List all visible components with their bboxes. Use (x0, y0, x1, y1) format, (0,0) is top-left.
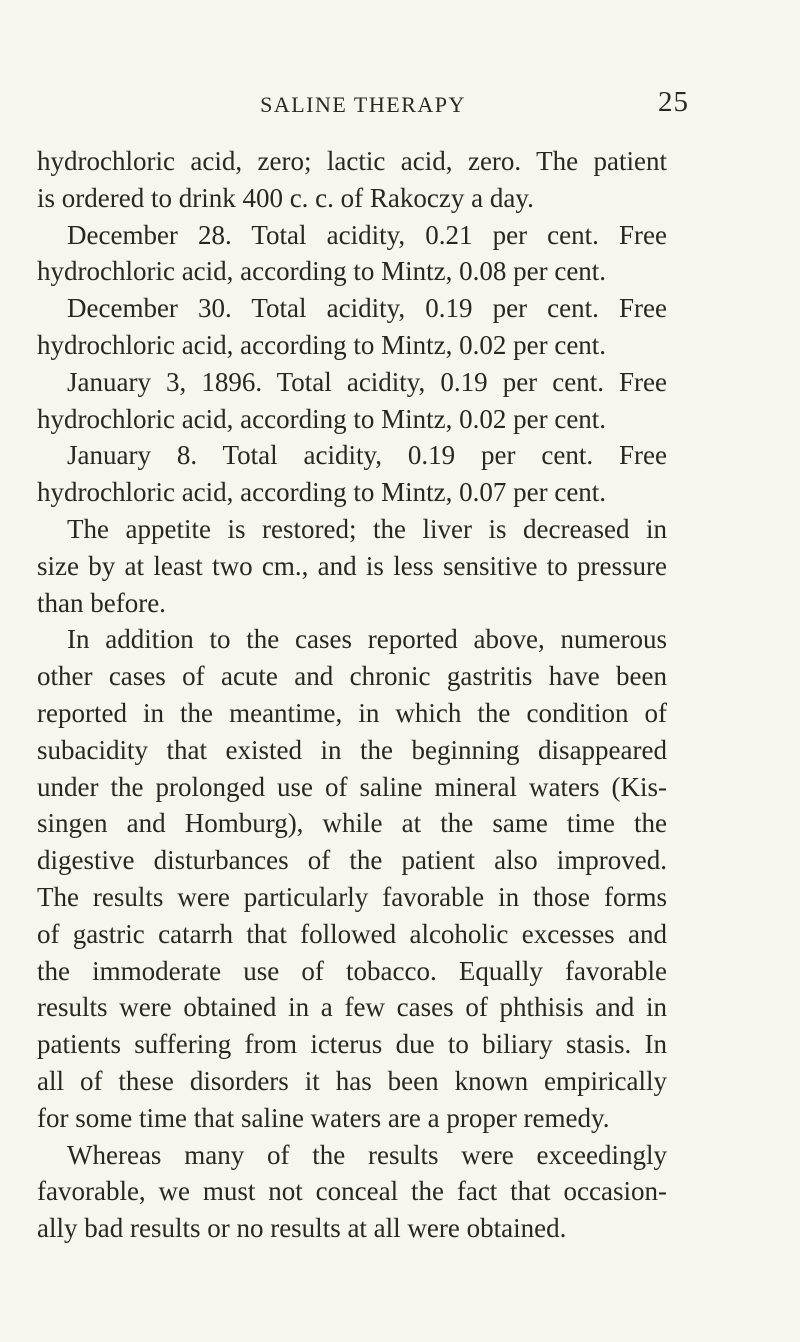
text-line: December 30. Total acidity, 0.19 per cent. Free (67, 293, 667, 324)
page-number: 25 (658, 86, 689, 118)
text-line: for some time that saline waters are a proper remedy. (37, 1102, 610, 1133)
text-line: all of these disorders it has been known empirically (37, 1065, 667, 1096)
text-line: December 28. Total acidity, 0.21 per cent. Free (67, 219, 667, 250)
text-line: patients suffering from icterus due to biliary stasis. In (37, 1029, 667, 1060)
text-line: is ordered to drink 400 c. c. of Rakoczy a day. (37, 182, 534, 213)
text-line: of gastric catarrh that followed alcoholic excesses and (37, 918, 667, 949)
text-line: hydrochloric acid, according to Mintz, 0.02 per cent. (37, 403, 607, 434)
text-line: subacidity that existed in the beginning disappeared (37, 734, 667, 765)
text-line: results were obtained in a few cases of phthisis and in (37, 992, 667, 1023)
text-line: reported in the meantime, in which the condition of (37, 697, 667, 728)
body-text (37, 143, 667, 1247)
text-line: hydrochloric acid, according to Mintz, 0.08 per cent. (37, 256, 607, 287)
text-line: The results were particularly favorable in those forms (37, 881, 667, 912)
text-line: hydrochloric acid, zero; lactic acid, zero. The patient (37, 146, 667, 176)
running-head (37, 86, 689, 120)
text-line: hydrochloric acid, according to Mintz, 0.07 per cent. (37, 477, 607, 508)
text-line: digestive disturbances of the patient also improved. (37, 845, 667, 876)
text-line: hydrochloric acid, according to Mintz, 0.02 per cent. (37, 329, 607, 360)
text-line: January 3, 1896. Total acidity, 0.19 per cent. Free (67, 366, 667, 397)
text-line: Whereas many of the results were exceedingly (67, 1139, 667, 1170)
text-line: January 8. Total acidity, 0.19 per cent. Free (67, 440, 667, 471)
text-line: under the prolonged use of saline mineral waters (Kis- (37, 771, 667, 802)
text-line: ally bad results or no results at all were obtained. (37, 1213, 567, 1244)
text-line: In addition to the cases reported above, numerous (67, 624, 667, 655)
text-line: The appetite is restored; the liver is decreased in (67, 513, 667, 544)
text-line: other cases of acute and chronic gastritis have been (37, 661, 667, 692)
running-title: SALINE THERAPY (260, 92, 466, 117)
text-line: the immoderate use of tobacco. Equally favorable (37, 955, 667, 986)
text-line: than before. (37, 587, 166, 618)
text-line: size by at least two cm., and is less sensitive to pressure (37, 550, 667, 581)
text-line: singen and Homburg), while at the same time the (37, 808, 667, 839)
text-line: favorable, we must not conceal the fact that occasion- (37, 1176, 667, 1207)
